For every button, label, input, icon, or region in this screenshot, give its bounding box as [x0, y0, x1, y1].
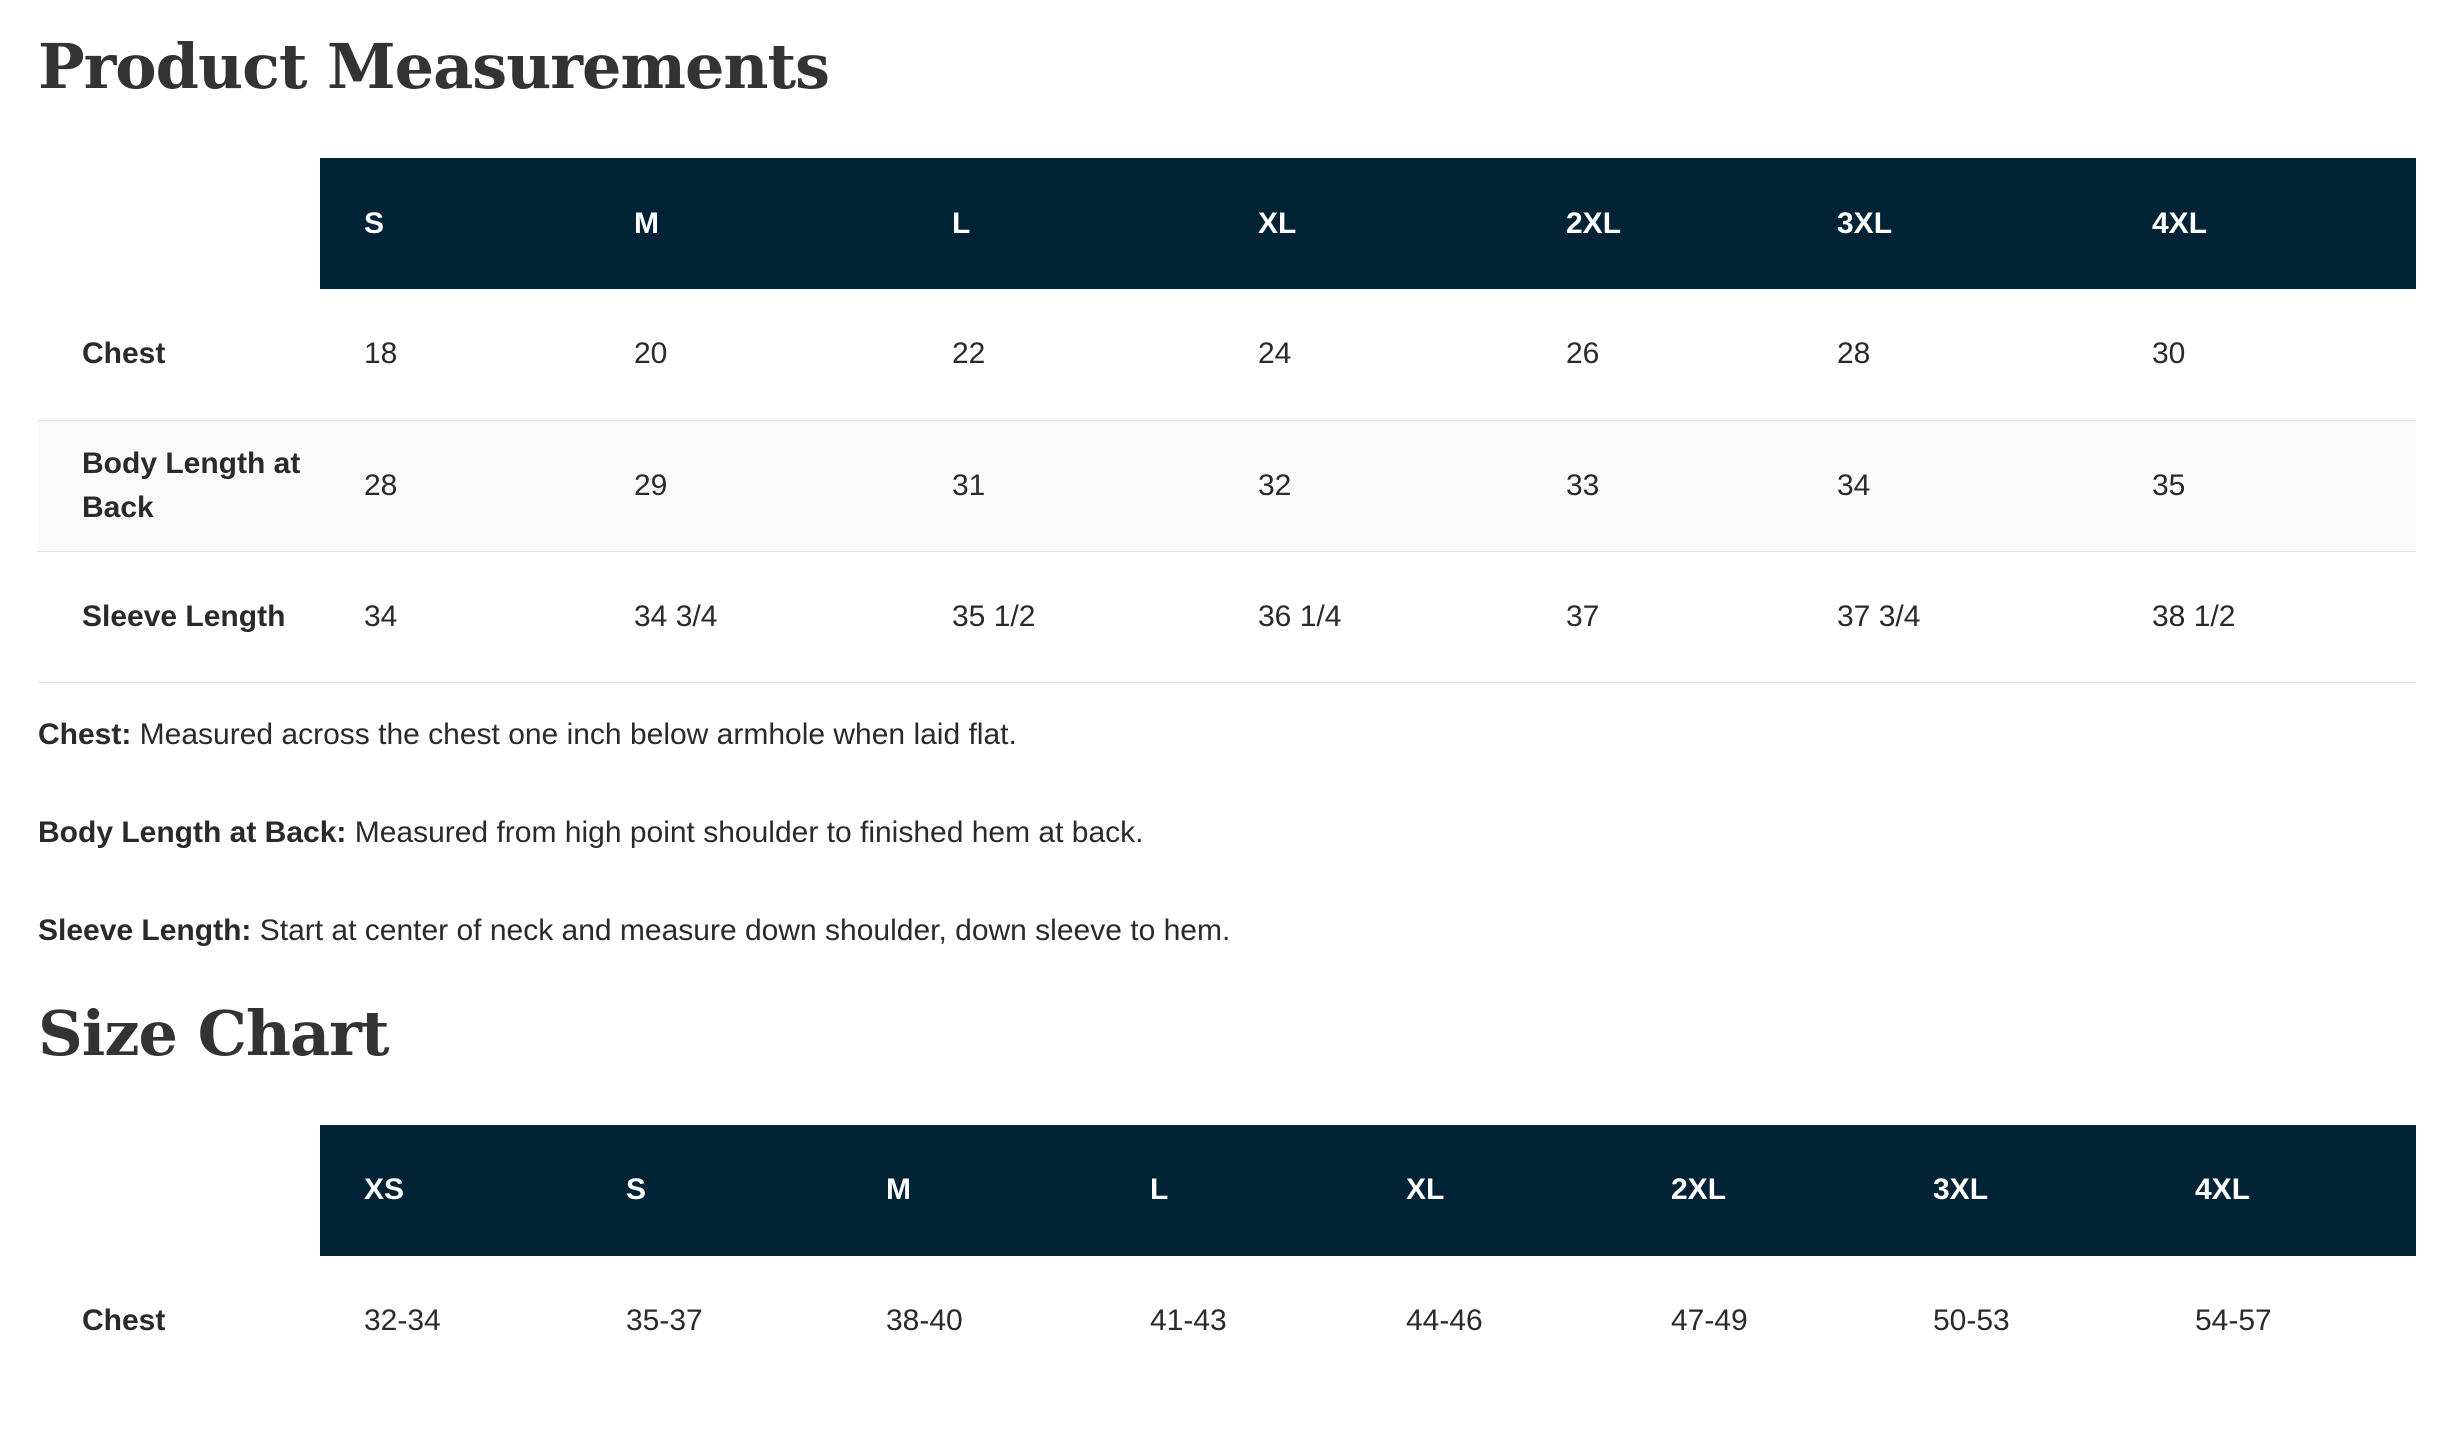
- table-cell: 44-46: [1406, 1304, 1483, 1337]
- size-header: 3XL: [1889, 1125, 2151, 1256]
- table-cell: 20: [634, 337, 668, 371]
- table-cell: 32: [1258, 468, 1292, 502]
- size-header: M: [842, 1125, 1106, 1256]
- size-header: XL: [1214, 158, 1522, 289]
- table-cell: 22: [952, 337, 986, 371]
- table-cell: 35 1/2: [952, 599, 1036, 633]
- size-chart-table: [38, 1125, 2416, 1387]
- table-cell: 35-37: [626, 1304, 703, 1337]
- table-cell: 54-57: [2195, 1304, 2272, 1337]
- size-header: L: [908, 158, 1214, 289]
- header-corner-cell: [38, 1125, 320, 1256]
- measurements-header-row: [38, 158, 2416, 289]
- table-cell: 34: [1837, 468, 1871, 502]
- table-cell: 47-49: [1671, 1304, 1748, 1337]
- row-label-body-length: Body Length at Back: [82, 446, 301, 524]
- table-cell: 50-53: [1933, 1304, 2010, 1337]
- size-header: 2XL: [1522, 158, 1793, 289]
- size-header: 2XL: [1627, 1125, 1889, 1256]
- note-text: Start at center of neck and measure down shoulder, down sleeve to hem.: [251, 913, 1231, 947]
- header-corner-cell: [38, 158, 320, 289]
- size-header: S: [320, 158, 590, 289]
- size-header: 4XL: [2151, 1125, 2416, 1256]
- table-cell: 38 1/2: [2152, 599, 2236, 633]
- note-text: Measured from high point shoulder to finished hem at back.: [346, 815, 1144, 849]
- size-header: 3XL: [1793, 158, 2108, 289]
- table-cell: 32-34: [364, 1304, 441, 1337]
- table-cell: 37 3/4: [1837, 599, 1921, 633]
- note-term: Chest:: [38, 717, 132, 751]
- table-cell: 24: [1258, 337, 1292, 371]
- size-chart-title: Size Chart: [38, 996, 389, 1070]
- note-term: Sleeve Length:: [38, 913, 252, 947]
- note-sleeve-length: [38, 905, 2416, 1003]
- table-cell: 31: [952, 468, 986, 502]
- table-row: [38, 551, 2416, 682]
- size-header: S: [582, 1125, 842, 1256]
- size-header: XL: [1362, 1125, 1627, 1256]
- table-row: [38, 289, 2416, 420]
- size-header: XS: [320, 1125, 582, 1256]
- size-header: 4XL: [2108, 158, 2416, 289]
- row-label-chest: Chest: [82, 337, 166, 371]
- row-label-sleeve-length: Sleeve Length: [82, 599, 286, 633]
- note-text: Measured across the chest one inch below armhole when laid flat.: [131, 717, 1017, 751]
- table-cell: 36 1/4: [1258, 599, 1342, 633]
- table-cell: 37: [1566, 599, 1600, 633]
- note-chest: [38, 709, 2416, 807]
- table-cell: 34: [364, 599, 398, 633]
- table-cell: 30: [2152, 337, 2186, 371]
- table-cell: 26: [1566, 337, 1600, 371]
- measurements-table: [38, 158, 2416, 683]
- measurements-title: Product Measurements: [38, 30, 830, 103]
- size-chart-header-row: [38, 1125, 2416, 1256]
- note-body-length: [38, 807, 2416, 905]
- table-cell: 29: [634, 468, 668, 502]
- size-header: L: [1106, 1125, 1362, 1256]
- table-cell: 28: [364, 468, 398, 502]
- table-row: [38, 420, 2416, 551]
- table-cell: 18: [364, 337, 398, 371]
- table-cell: 28: [1837, 337, 1871, 371]
- table-row: [38, 1256, 2416, 1387]
- measurement-notes: [38, 709, 2416, 1003]
- size-header: M: [590, 158, 908, 289]
- row-label-chest: Chest: [82, 1304, 166, 1337]
- table-cell: 34 3/4: [634, 599, 718, 633]
- table-cell: 33: [1566, 468, 1600, 502]
- note-term: Body Length at Back:: [38, 815, 347, 849]
- table-cell: 38-40: [886, 1304, 963, 1337]
- table-cell: 35: [2152, 468, 2186, 502]
- table-cell: 41-43: [1150, 1304, 1227, 1337]
